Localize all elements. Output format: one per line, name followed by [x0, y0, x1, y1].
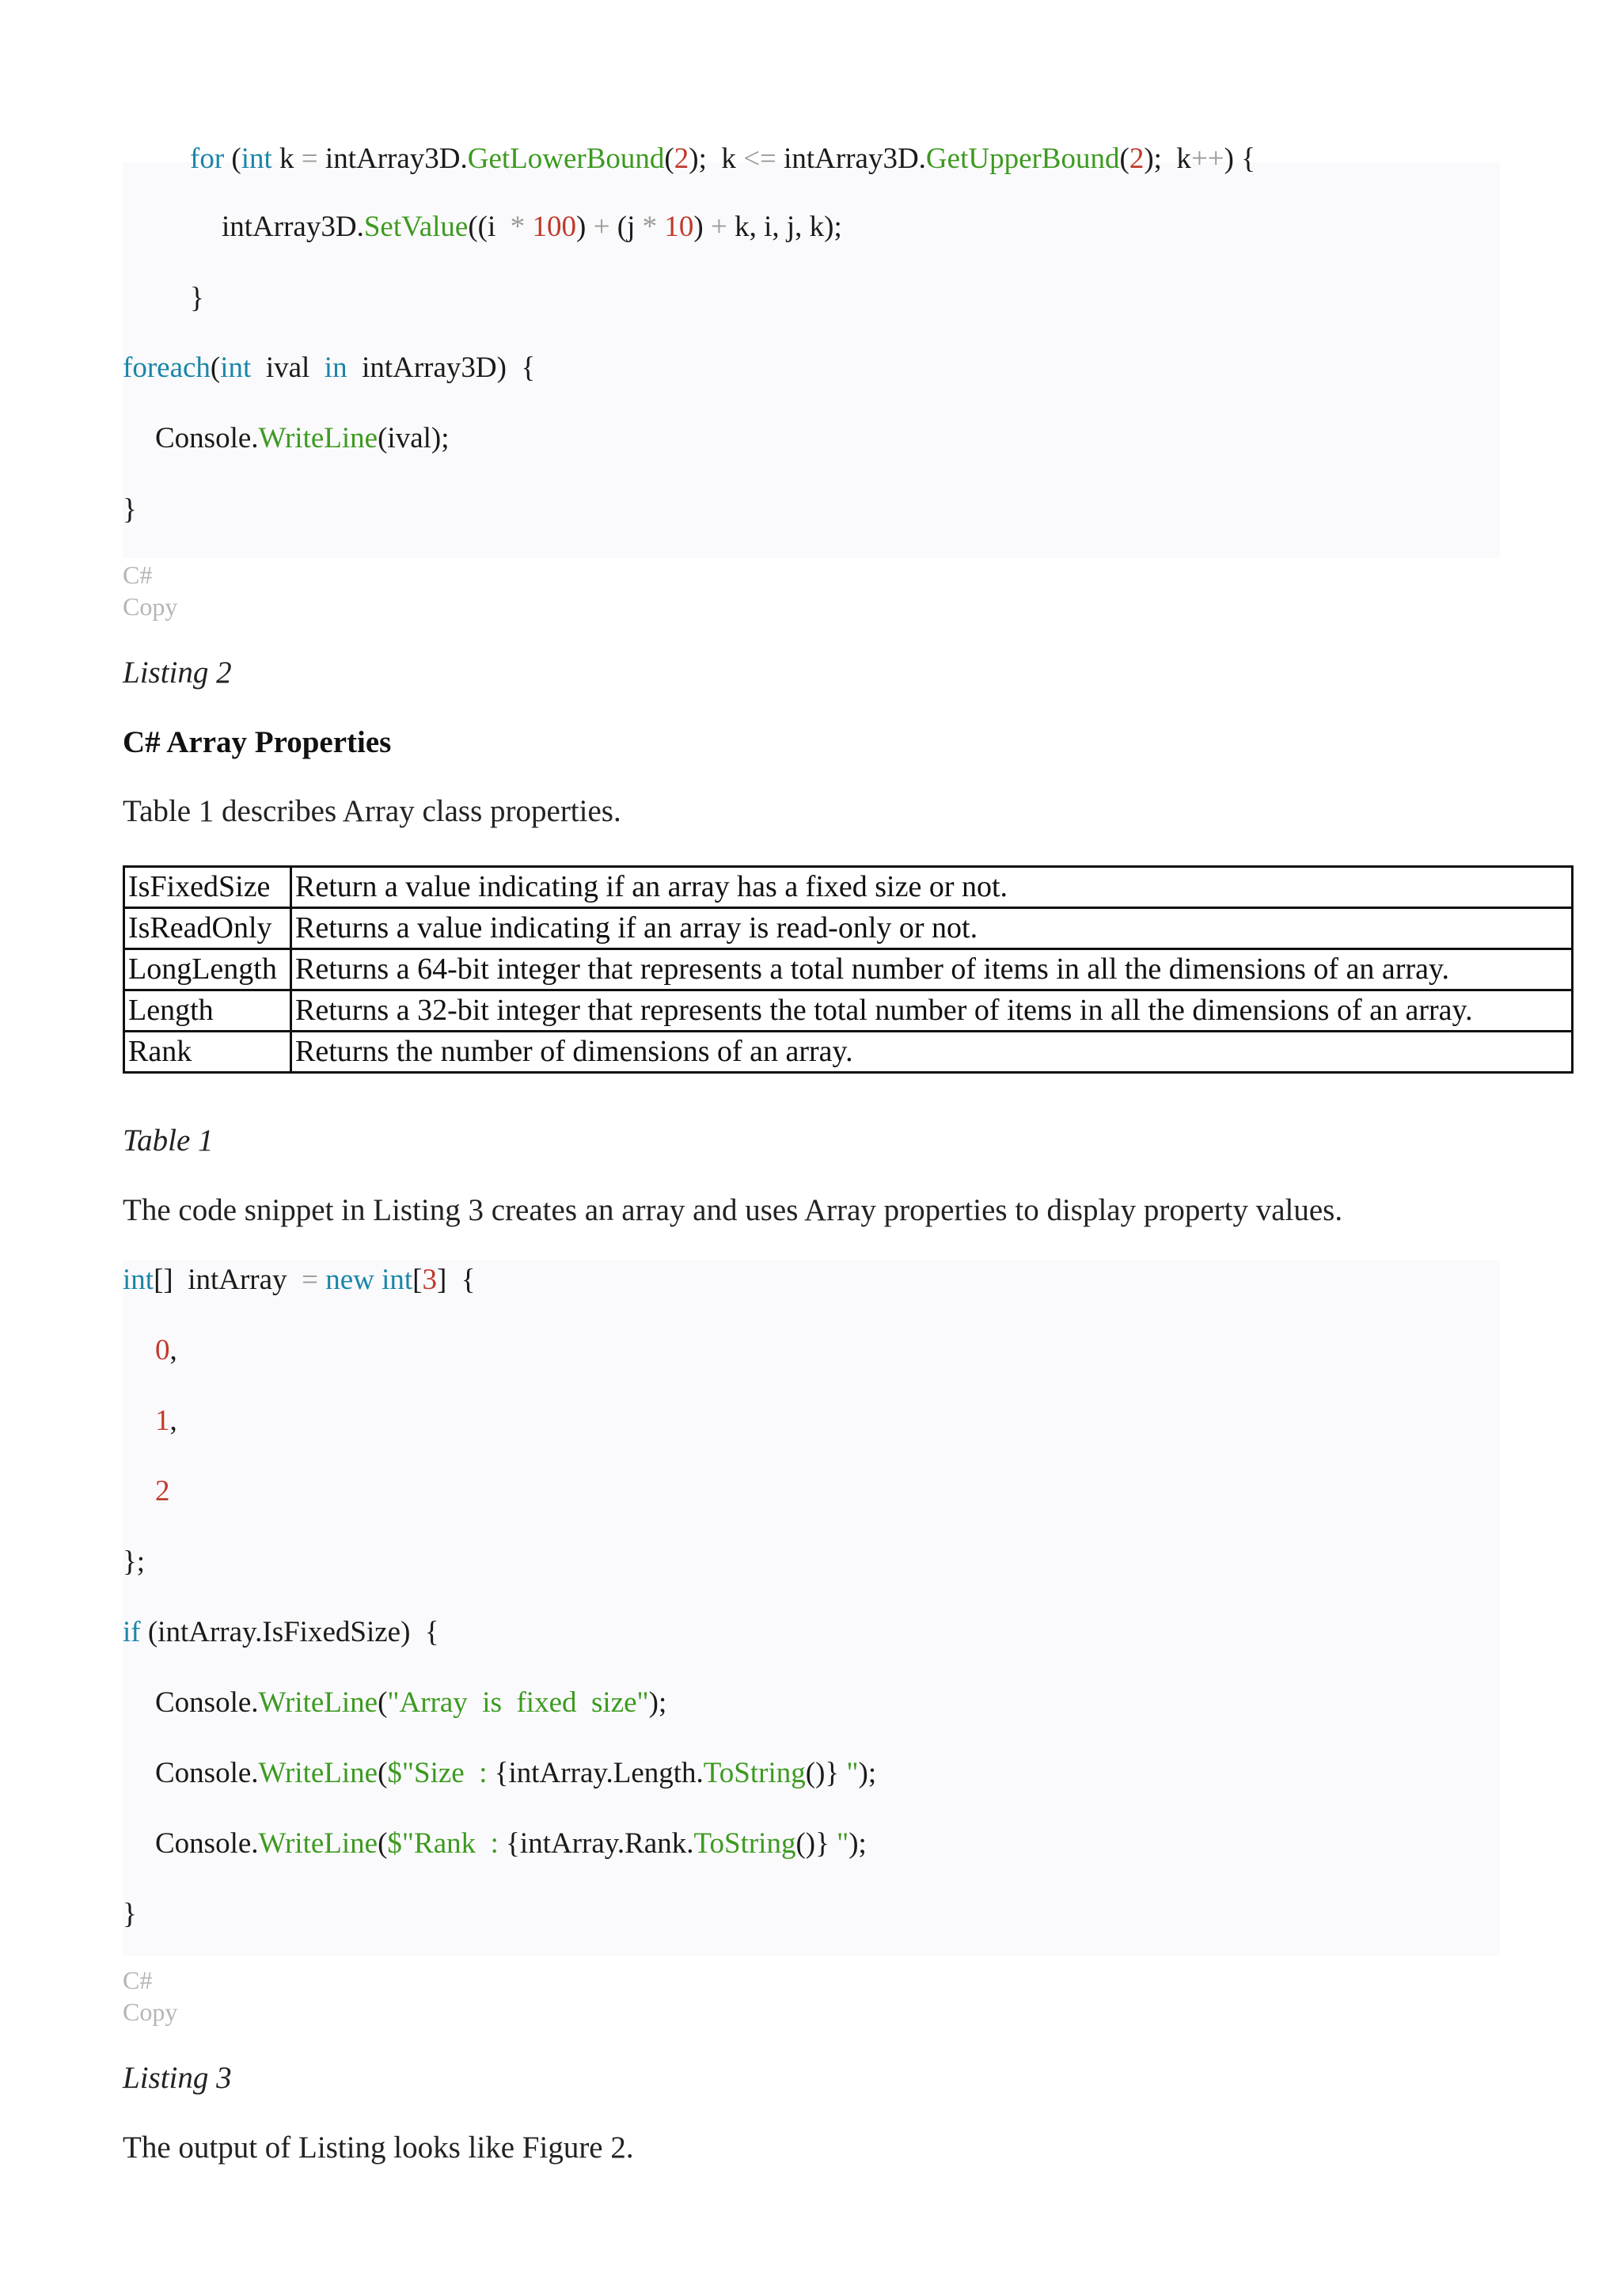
code-token: WriteLine	[258, 1757, 378, 1789]
code-token: );	[858, 1757, 877, 1789]
code-token: [	[412, 1264, 423, 1296]
code-token: intArray3D) {	[347, 352, 536, 384]
code-token: (j	[609, 211, 643, 243]
listing-2-caption: Listing 2	[123, 656, 232, 690]
code-token: 1	[155, 1405, 170, 1437]
code-token: k, i, j, k);	[727, 211, 842, 243]
code-line	[190, 279, 204, 317]
copy-code-button[interactable]: Copy	[123, 592, 178, 621]
listing-3-intro-text: The code snippet in Listing 3 creates an array and uses Array properties to display property values.	[123, 1193, 1343, 1227]
code-token: new	[325, 1264, 374, 1296]
code-token: ,	[169, 1405, 177, 1437]
table-row	[124, 867, 1573, 908]
code-token: Console.	[155, 1686, 259, 1719]
code-line	[155, 1754, 876, 1792]
code-token: =	[301, 143, 318, 175]
code-token: );	[848, 1827, 867, 1860]
table-intro-text: Table 1 describes Array class properties.	[123, 794, 621, 828]
code-token: int	[382, 1264, 413, 1296]
table-row	[124, 949, 1573, 990]
code-token: ,	[169, 1334, 177, 1367]
code-token	[525, 211, 532, 243]
code-token: (intArray.IsFixedSize) {	[140, 1616, 439, 1648]
code-token: SetValue	[363, 211, 469, 243]
code-line	[123, 1614, 439, 1652]
code-token: (	[378, 1686, 388, 1719]
code-line	[123, 1261, 476, 1299]
code-token: (	[378, 1757, 388, 1789]
property-name-cell: IsFixedSize	[124, 867, 291, 908]
code-token: (	[224, 143, 241, 175]
table-row	[124, 1032, 1573, 1073]
code-line	[190, 140, 1255, 178]
code-token: ) {	[1224, 143, 1256, 175]
code-language-label: C#	[123, 1966, 153, 1994]
code-line	[155, 1684, 666, 1722]
code-token: Console.	[155, 1827, 259, 1860]
code-token: };	[123, 1545, 146, 1578]
code-token: ++	[1190, 143, 1224, 175]
code-token: int	[241, 143, 272, 175]
code-token: GetUpperBound	[925, 143, 1120, 175]
code-token: intArray3D.	[317, 143, 468, 175]
code-token: int	[123, 1264, 154, 1296]
code-token: $"Rank :	[387, 1827, 507, 1860]
code-token: }	[190, 282, 204, 314]
code-token: *	[642, 211, 658, 243]
code-token: )	[693, 211, 711, 243]
code-token: WriteLine	[258, 1686, 378, 1719]
code-token: intArray3D.	[222, 211, 364, 243]
property-description-cell: Returns a value indicating if an array is read-only or not.	[291, 908, 1573, 949]
code-token: "	[839, 1757, 859, 1789]
code-token: int	[220, 352, 252, 384]
code-token: 10	[664, 211, 694, 243]
copy-code-button[interactable]: Copy	[123, 1998, 178, 2026]
code-token: ] {	[436, 1264, 476, 1296]
code-token: "	[829, 1827, 849, 1860]
code-line	[155, 1473, 170, 1511]
table-1-caption: Table 1	[123, 1123, 214, 1158]
code-token: +	[593, 211, 610, 243]
code-line	[123, 491, 137, 529]
code-line	[123, 1895, 137, 1933]
code-token: [] intArray	[154, 1264, 302, 1296]
property-name-cell: Rank	[124, 1032, 291, 1073]
code-token: Console.	[155, 422, 259, 454]
code-token: Console.	[155, 1757, 259, 1789]
code-token: }	[123, 1898, 137, 1930]
code-token: <=	[743, 143, 776, 175]
code-token: in	[324, 352, 347, 384]
code-token: =	[302, 1264, 318, 1296]
code-token: foreach	[123, 352, 211, 384]
table-row	[124, 990, 1573, 1032]
code-token: (	[664, 143, 674, 175]
property-description-cell: Returns a 64-bit integer that represents a total number of items in all the dimensions of an array.	[291, 949, 1573, 990]
code-line	[222, 208, 842, 246]
code-token: *	[510, 211, 526, 243]
listing-3-caption: Listing 3	[123, 2061, 232, 2095]
code-token: (ival);	[378, 422, 450, 454]
array-properties-table	[123, 865, 1574, 1074]
code-token: ()}	[795, 1827, 829, 1860]
code-line	[155, 1825, 867, 1863]
code-token: 0	[155, 1334, 170, 1367]
code-token: if	[123, 1616, 141, 1648]
code-token: )	[576, 211, 594, 243]
code-token: ToString	[703, 1757, 806, 1789]
code-token: WriteLine	[258, 1827, 378, 1860]
code-line	[155, 1402, 177, 1440]
closing-text: The output of Listing looks like Figure 2.	[123, 2131, 634, 2165]
code-token: WriteLine	[258, 422, 378, 454]
code-line	[155, 420, 450, 458]
property-description-cell: Return a value indicating if an array has a fixed size or not.	[291, 867, 1573, 908]
table-row	[124, 908, 1573, 949]
property-description-cell: Returns a 32-bit integer that represents the total number of items in all the dimensions of an array.	[291, 990, 1573, 1032]
code-token: }	[123, 493, 137, 526]
property-name-cell: LongLength	[124, 949, 291, 990]
code-token: 2	[674, 143, 689, 175]
code-token	[318, 1264, 325, 1296]
code-token: ((i	[468, 211, 511, 243]
code-token: (	[378, 1827, 388, 1860]
code-token: ); k	[1144, 143, 1191, 175]
section-heading: C# Array Properties	[123, 725, 392, 759]
code-token: ); k	[689, 143, 744, 175]
code-token: GetLowerBound	[467, 143, 665, 175]
code-token: (	[1119, 143, 1129, 175]
code-token: 2	[1129, 143, 1145, 175]
property-name-cell: IsReadOnly	[124, 908, 291, 949]
code-token: for	[190, 143, 225, 175]
code-token: ()}	[805, 1757, 840, 1789]
code-token: 100	[532, 211, 577, 243]
code-line	[155, 1332, 177, 1370]
code-token: +	[710, 211, 727, 243]
code-token: ToString	[693, 1827, 796, 1860]
code-language-label: C#	[123, 561, 153, 589]
property-name-cell: Length	[124, 990, 291, 1032]
code-token	[374, 1264, 382, 1296]
code-line	[123, 1543, 145, 1581]
code-token: "Array is fixed size"	[387, 1686, 649, 1719]
code-token: k	[271, 143, 302, 175]
code-token: );	[648, 1686, 667, 1719]
code-token: $"Size :	[387, 1757, 495, 1789]
code-token: {intArray.Rank.	[506, 1827, 694, 1860]
code-token: ival	[251, 352, 325, 384]
code-token	[657, 211, 664, 243]
code-token: (	[210, 352, 221, 384]
code-line	[123, 349, 535, 387]
code-token: 3	[422, 1264, 437, 1296]
code-token: {intArray.Length.	[494, 1757, 704, 1789]
code-token: 2	[155, 1475, 170, 1507]
property-description-cell: Returns the number of dimensions of an array.	[291, 1032, 1573, 1073]
code-token: intArray3D.	[776, 143, 926, 175]
